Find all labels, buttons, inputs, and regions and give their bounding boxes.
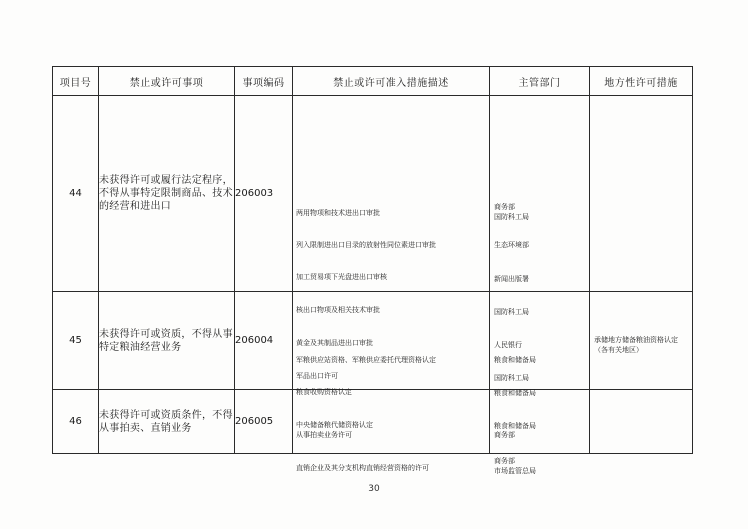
measure-line: 粮食收购资格认定: [296, 387, 352, 396]
department-line: 人民银行: [494, 340, 522, 349]
row-item: 未获得许可或履行法定程序，不得从事特定限制商品、技术的经营和进出口: [99, 96, 235, 292]
department-line: 商务部: [494, 202, 515, 211]
measure-line: 军粮供应站资格、军粮供应委托代理资格认定: [296, 355, 436, 364]
department-line: 粮食和储备局: [494, 355, 536, 364]
row-local-measures: [590, 96, 693, 292]
header-item: 禁止或许可事项: [99, 67, 235, 96]
row-local-measures: [590, 292, 693, 390]
department-line: 市场监管总局: [494, 466, 536, 475]
row-number: 46: [53, 390, 99, 454]
row-number: 45: [53, 292, 99, 390]
local-measure-text: 承储地方储备粮油资格认定（各有关地区）: [594, 336, 678, 354]
header-item-code: 事项编码: [235, 67, 293, 96]
header-department: 主管部门: [490, 67, 590, 96]
permit-table: [52, 66, 693, 475]
row-code: 206004: [235, 292, 293, 390]
department-line: 粮食和储备局: [494, 388, 536, 397]
department-line: 国防科工局: [494, 373, 529, 382]
header-item-number: 项目号: [53, 67, 99, 96]
department-line: 商务部: [494, 430, 515, 439]
measure-line: 两用物项和技术进出口审批: [296, 208, 380, 217]
row-number: 44: [53, 96, 99, 292]
row-code: 206003: [235, 96, 293, 292]
measure-line: 直销企业及其分支机构直销经营资格的许可: [296, 463, 429, 472]
department-line: 生态环境部: [494, 240, 529, 249]
measure-line: 从事拍卖业务许可: [296, 430, 352, 439]
measure-line: 黄金及其制品进出口审批: [296, 338, 373, 347]
table-row: [53, 96, 693, 292]
department-line: 粮食和储备局: [494, 421, 536, 430]
measure-line: 列入限制进出口目录的放射性同位素进口审批: [296, 240, 436, 249]
table-header-row: [53, 67, 693, 96]
measure-line: 中央储备粮代储资格认定: [296, 420, 373, 429]
header-local-measures: 地方性许可措施: [590, 67, 693, 96]
measure-line: 核出口物项及相关技术审批: [296, 305, 380, 314]
measure-line: 军品出口许可: [296, 371, 338, 380]
measure-line: 加工贸易项下光盘进出口审核: [296, 272, 387, 281]
row-code: 206005: [235, 390, 293, 454]
page-number: 30: [368, 484, 380, 494]
department-line: 国防科工局: [494, 212, 529, 221]
row-item: 未获得许可或资质，不得从事特定粮油经营业务: [99, 292, 235, 390]
row-local-measures: [590, 390, 693, 454]
header-measures: 禁止或许可准入措施描述: [293, 67, 490, 96]
department-line: 国防科工局: [494, 307, 529, 316]
department-line: 新闻出版署: [494, 274, 529, 283]
department-line: 商务部: [494, 456, 515, 465]
row-item: 未获得许可或资质条件，不得从事拍卖、直销业务: [99, 390, 235, 454]
